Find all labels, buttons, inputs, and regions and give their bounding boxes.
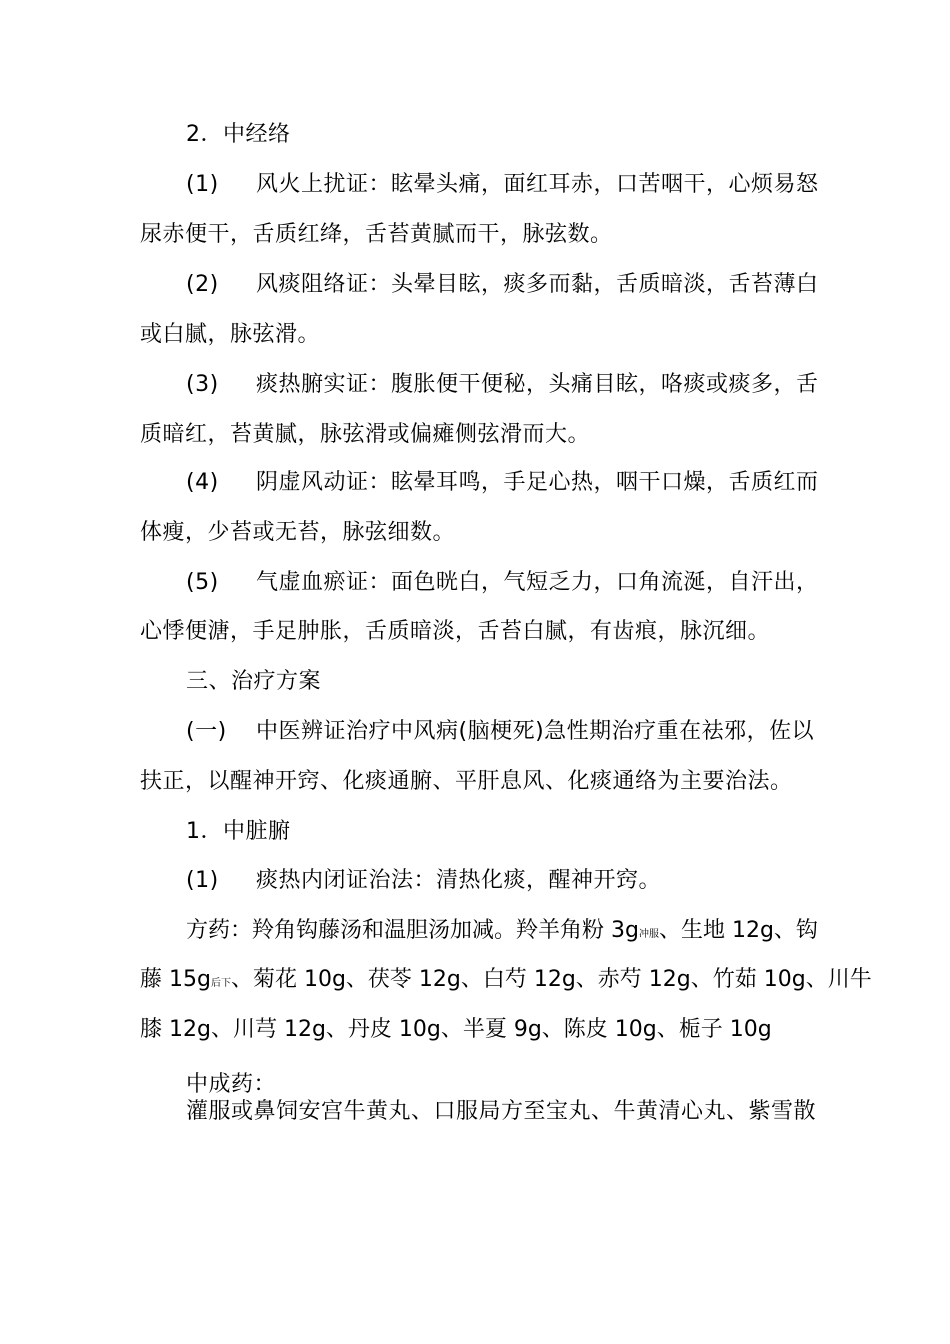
prescription-line-2	[140, 965, 872, 999]
item-2-line-2: 或白腻，脉弦滑。	[140, 322, 321, 347]
item-1-line-1	[186, 170, 819, 200]
item-4-marker: (4)	[186, 470, 219, 495]
prescription-line-2-a: 藤 15g	[140, 967, 211, 992]
prescription-note-houxia: 后下	[210, 978, 231, 989]
patent-medicine-label: 中成药：	[186, 1072, 277, 1097]
prescription-note-chongfu: 冲服	[638, 929, 659, 940]
item-3-text: 痰热腑实证：腹胀便干便秘，头痛目眩，咯痰或痰多，舌	[256, 372, 819, 397]
heading-zhong-jing-luo: 2．中经络	[186, 122, 291, 147]
sub-1-marker: (1)	[186, 868, 219, 893]
item-3-line-2: 质暗红，苔黄腻，脉弦滑或偏瘫侧弦滑而大。	[140, 422, 591, 447]
item-1-line-2: 尿赤便干，舌质红绛，舌苔黄腻而干，脉弦数。	[140, 222, 613, 247]
item-5-line-2: 心悸便溏，手足肿胀，舌质暗淡，舌苔白腻，有齿痕，脉沉细。	[140, 619, 771, 644]
prescription-line-2-b: 、菊花 10g、茯苓 12g、白芍 12g、赤芍 12g、竹茹 10g、川牛	[230, 967, 872, 992]
item-2-text: 风痰阻络证：头晕目眩，痰多而黏，舌质暗淡，舌苔薄白	[256, 272, 819, 297]
patent-medicine-text: 灌服或鼻饲安宫牛黄丸、口服局方至宝丸、牛黄清心丸、紫雪散	[186, 1099, 817, 1124]
item-3-line-1	[186, 370, 819, 400]
para-one-marker: (一)	[186, 719, 227, 744]
prescription-line-1	[186, 916, 818, 950]
item-4-text: 阴虚风动证：眩晕耳鸣，手足心热，咽干口燥，舌质红而	[256, 470, 819, 495]
item-4-line-2: 体瘦，少苔或无苔，脉弦细数。	[140, 520, 456, 545]
prescription-line-1-b: 、生地 12g、钩	[658, 918, 818, 943]
para-one-text: 中医辨证治疗中风病(脑梗死)急性期治疗重在祛邪，佐以	[256, 719, 815, 744]
item-5-text: 气虚血瘀证：面色晄白，气短乏力，口角流涎，自汗出，	[256, 570, 819, 595]
prescription-line-1-a: 方药：羚角钩藤汤和温胆汤加减。羚羊角粉 3g	[186, 918, 639, 943]
item-2-line-1	[186, 270, 819, 300]
sub-1-line	[186, 866, 661, 896]
item-4-line-1	[186, 468, 819, 498]
section-treatment-plan: 三、治疗方案	[186, 669, 322, 694]
item-5-marker: (5)	[186, 570, 219, 595]
para-one-line-2: 扶正，以醒神开窍、化痰通腑、平肝息风、化痰通络为主要治法。	[140, 769, 793, 794]
sub-1-text: 痰热内闭证治法：清热化痰，醒神开窍。	[256, 868, 662, 893]
para-one-line-1	[186, 717, 814, 747]
item-1-marker: (1)	[186, 172, 219, 197]
item-3-marker: (3)	[186, 372, 219, 397]
item-5-line-1	[186, 568, 819, 598]
item-1-text: 风火上扰证：眩晕头痛，面红耳赤，口苦咽干，心烦易怒	[256, 172, 819, 197]
heading-zhong-zang-fu: 1．中脏腑	[186, 819, 291, 844]
prescription-line-3: 膝 12g、川芎 12g、丹皮 10g、半夏 9g、陈皮 10g、栀子 10g	[140, 1017, 772, 1042]
item-2-marker: (2)	[186, 272, 219, 297]
